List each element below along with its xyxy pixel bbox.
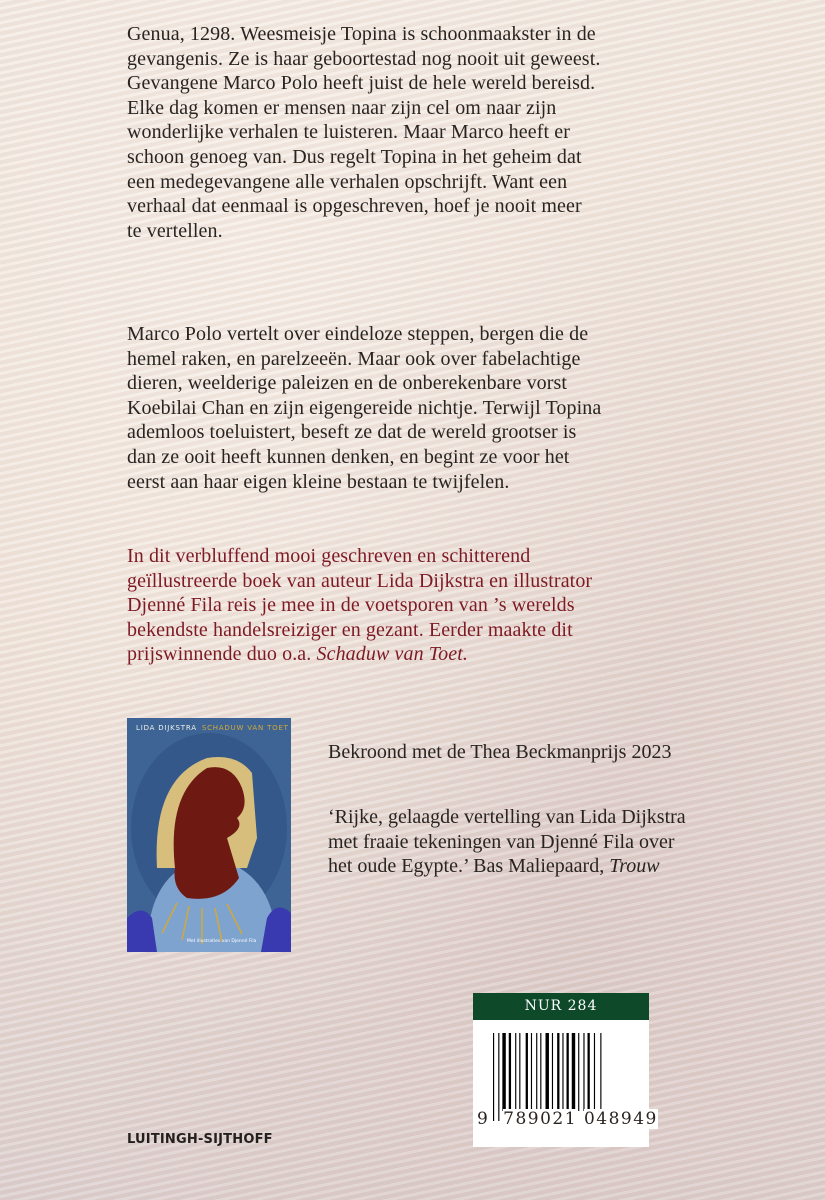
publisher-logo: LUITINGH-SIJTHOFF <box>127 1132 273 1147</box>
text-line <box>328 854 686 879</box>
text-line: schoon genoeg van. Dus regelt Topina in het geheim dat <box>127 145 582 168</box>
barcode-bars <box>493 1033 641 1121</box>
text-line: te vertellen. <box>127 219 223 242</box>
text-line: In dit verbluffend mooi geschreven en schitterend <box>127 545 531 567</box>
isbn-number <box>477 1109 658 1129</box>
text-segment: prijswinnende duo o.a. <box>127 643 317 666</box>
barcode-bar <box>498 1033 499 1121</box>
text-line: met fraaie tekeningen van Djenné Fila over <box>328 830 675 853</box>
cover-illustration <box>127 718 291 952</box>
text-line: ‘Rijke, gelaagde vertelling van Lida Dijkstra <box>328 806 686 828</box>
book-title-italic: Schaduw van Toet. <box>316 643 469 666</box>
text-line: een medegevangene alle verhalen opschrijft. Want een <box>127 170 568 193</box>
barcode-bar <box>567 1033 569 1111</box>
text-line: Gevangene Marco Polo heeft juist de hele wereld bereisd. <box>127 72 596 95</box>
barcode-bar <box>531 1033 532 1111</box>
cover-header <box>136 724 289 732</box>
nur-label: NUR 284 <box>473 993 649 1020</box>
text-line <box>127 642 592 667</box>
barcode-bar <box>493 1033 494 1121</box>
barcode-bar <box>600 1033 601 1121</box>
barcode-bar <box>540 1033 541 1111</box>
text-line: hemel raken, en parelzeeën. Maar ook over fabelachtige <box>127 347 581 370</box>
text-line: verhaal dat eenmaal is opgeschreven, hoef je nooit meer <box>127 195 582 218</box>
award-text: Bekroond met de Thea Beckmanprijs 2023 <box>328 741 672 763</box>
text-segment: het oude Egypte.’ Bas Maliepaard, <box>328 855 610 878</box>
barcode-box <box>473 993 658 1147</box>
barcode-bar <box>552 1033 553 1121</box>
cover-title: SCHADUW VAN TOET <box>201 724 289 732</box>
text-line: ademloos toeluistert, beseft ze dat de wereld grootser is <box>127 421 577 444</box>
isbn-right: 048949 <box>583 1109 658 1129</box>
barcode-bar <box>594 1033 595 1111</box>
text-line: wonderlijke verhalen te luisteren. Maar Marco heeft er <box>127 121 570 144</box>
text-line: Genua, 1298. Weesmeisje Topina is schoonmaakster in de <box>127 23 596 45</box>
quote-source: Trouw <box>609 855 660 878</box>
text-line: gevangenis. Ze is haar geboortestad nog nooit uit geweest. <box>127 47 601 70</box>
barcode-bar <box>502 1033 505 1111</box>
barcode-bar <box>578 1033 579 1111</box>
isbn-prefix: 9 <box>477 1109 490 1129</box>
barcode-bar <box>546 1033 549 1121</box>
text-line: Elke dag komen er mensen naar zijn cel om naar zijn <box>127 96 557 119</box>
text-line: bekendste handelsreiziger en gezant. Eerder maakte dit <box>127 618 573 641</box>
review-quote <box>328 805 686 879</box>
text-line: dieren, weelderige paleizen en de onberekenbare vorst <box>127 372 568 395</box>
blurb-paragraph-2 <box>127 322 601 494</box>
barcode-bar <box>515 1033 516 1111</box>
text-line: Djenné Fila reis je mee in de voetsporen van ’s werelds <box>127 594 575 617</box>
barcode-bar <box>583 1033 584 1111</box>
barcode-bar <box>588 1033 590 1111</box>
text-line: Marco Polo vertelt over eindeloze steppen, bergen die de <box>127 323 589 345</box>
related-book-cover <box>127 718 291 952</box>
barcode-bar <box>562 1033 563 1111</box>
barcode-bar <box>557 1033 559 1111</box>
blurb-paragraph-3 <box>127 544 592 667</box>
cover-author: LIDA DIJKSTRA <box>136 724 197 732</box>
text-line: dan ze ooit heeft kunnen denken, en begint ze voor het <box>127 445 570 468</box>
text-line: eerst aan haar eigen kleine bestaan te twijfelen. <box>127 470 510 493</box>
barcode-bar <box>509 1033 511 1111</box>
barcode-bar <box>526 1033 528 1111</box>
text-line: Koebilai Chan en zijn eigengereide nichtje. Terwijl Topina <box>127 396 602 419</box>
isbn-left: 789021 <box>503 1109 578 1129</box>
barcode-bar <box>519 1033 520 1111</box>
text-line: geïllustreerde boek van auteur Lida Dijkstra en illustrator <box>127 569 593 592</box>
barcode-bar <box>536 1033 537 1111</box>
blurb-paragraph-1 <box>127 22 600 243</box>
cover-subtitle: Met illustraties van Djenné Fila <box>187 939 257 944</box>
barcode-bar <box>572 1033 575 1111</box>
